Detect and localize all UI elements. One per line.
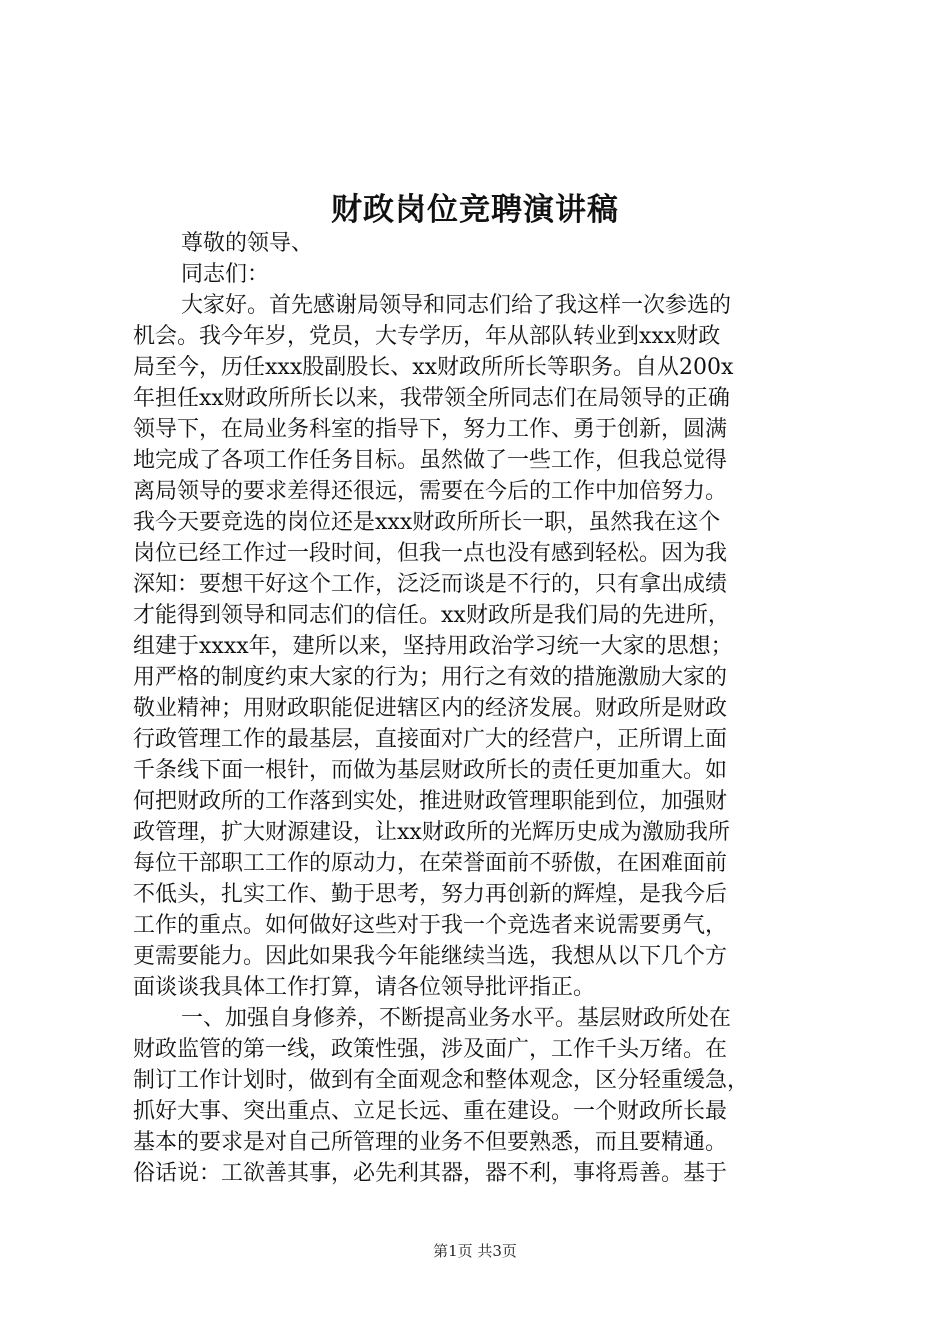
document-body — [133, 228, 833, 1189]
text-line: 敬业精神；用财政职能促进辖区内的经济发展。财政所是财政 — [133, 696, 728, 721]
text-line: 组建于xxxx年，建所以来，坚持用政治学习统一大家的思想； — [133, 634, 733, 659]
text-line: 基本的要求是对自己所管理的业务不但要熟悉，而且要精通。 — [133, 1130, 728, 1155]
text-line: 一、加强自身修养，不断提高业务水平。基层财政所处在 — [181, 1006, 732, 1031]
text-line: 政管理，扩大财源建设，让xx财政所的光辉历史成为激励我所 — [133, 820, 730, 845]
text-line: 深知：要想干好这个工作，泛泛而谈是不行的，只有拿出成绩 — [133, 572, 728, 597]
text-line: 岗位已经工作过一段时间，但我一点也没有感到轻松。因为我 — [133, 541, 728, 566]
text-line: 局至今，历任xxx股副股长、xx财政所所长等职务。自从200x — [133, 355, 734, 380]
text-line: 每位干部职工工作的原动力，在荣誉面前不骄傲，在困难面前 — [133, 851, 728, 876]
text-line: 地完成了各项工作任务目标。虽然做了一些工作，但我总觉得 — [133, 448, 728, 473]
text-line: 俗话说：工欲善其事，必先利其器，器不利，事将焉善。基于 — [133, 1161, 728, 1186]
text-line: 制订工作计划时，做到有全面观念和整体观念，区分轻重缓急， — [133, 1068, 750, 1093]
text-line: 何把财政所的工作落到实处，推进财政管理职能到位，加强财 — [133, 789, 728, 814]
text-line: 机会。我今年岁，党员，大专学历，年从部队转业到xxx财政 — [133, 324, 721, 349]
text-line: 抓好大事、突出重点、立足长远、重在建设。一个财政所长最 — [133, 1099, 728, 1124]
text-line: 大家好。首先感谢局领导和同志们给了我这样一次参选的 — [181, 293, 732, 318]
text-line: 更需要能力。因此如果我今年能继续当选，我想从以下几个方 — [133, 944, 728, 969]
document-title: 财政岗位竞聘演讲稿 — [331, 192, 619, 228]
text-line: 不低头，扎实工作、勤于思考，努力再创新的辉煌，是我今后 — [133, 882, 728, 907]
text-line: 领导下，在局业务科室的指导下，努力工作、勇于创新，圆满 — [133, 417, 728, 442]
text-line: 年担任xx财政所所长以来，我带领全所同志们在局领导的正确 — [133, 386, 730, 411]
page-footer: 第1页 共3页 — [433, 1242, 517, 1260]
text-line: 财政监管的第一线，政策性强，涉及面广，工作千头万绪。在 — [133, 1037, 728, 1062]
text-line: 行政管理工作的最基层，直接面对广大的经营户，正所谓上面 — [133, 727, 728, 752]
text-line: 千条线下面一根针，而做为基层财政所长的责任更加重大。如 — [133, 758, 728, 783]
text-line: 同志们： — [181, 262, 270, 287]
text-line: 尊敬的领导、 — [181, 231, 314, 256]
text-line: 用严格的制度约束大家的行为；用行之有效的措施激励大家的 — [133, 665, 728, 690]
text-line: 离局领导的要求差得还很远，需要在今后的工作中加倍努力。 — [133, 479, 728, 504]
text-line: 面谈谈我具体工作打算，请各位领导批评指正。 — [133, 975, 596, 1000]
text-line: 工作的重点。如何做好这些对于我一个竞选者来说需要勇气， — [133, 913, 728, 938]
text-line: 才能得到领导和同志们的信任。xx财政所是我们局的先进所， — [133, 603, 730, 628]
text-line: 我今天要竞选的岗位还是xxx财政所所长一职，虽然我在这个 — [133, 510, 721, 535]
